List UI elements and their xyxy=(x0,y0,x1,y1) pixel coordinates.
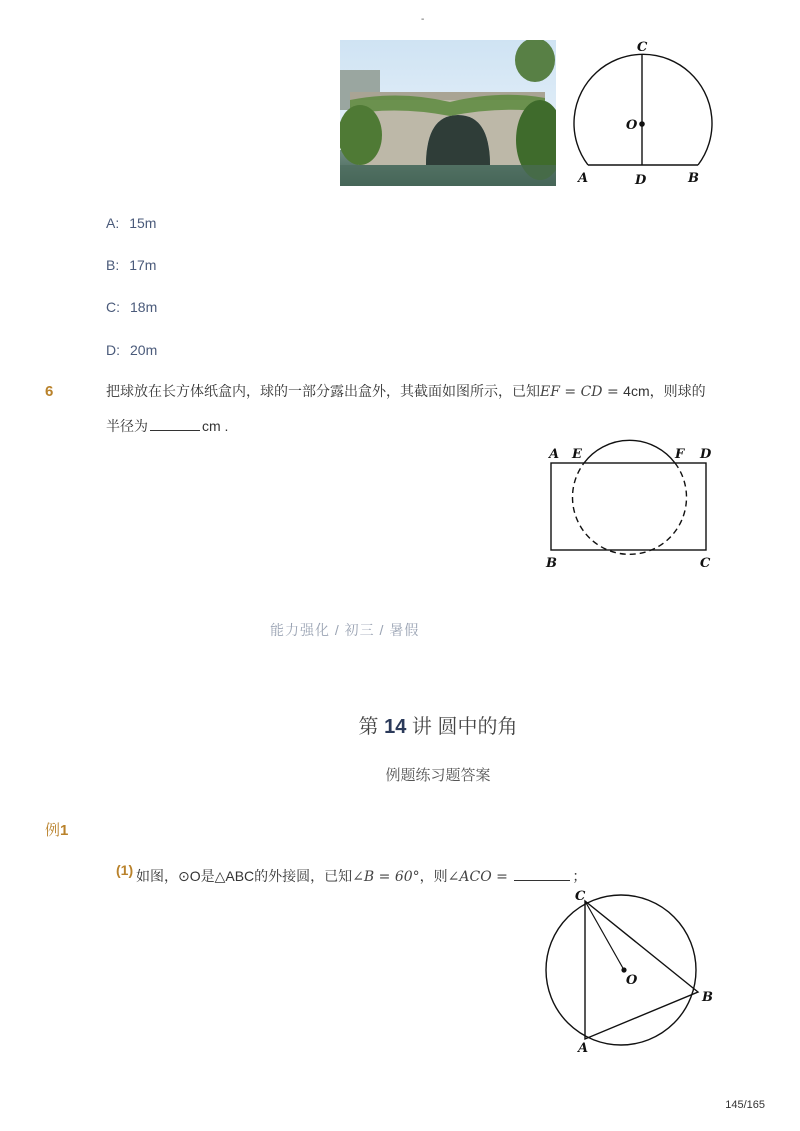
label-b: B xyxy=(702,990,713,1005)
option-c-value: 18m xyxy=(130,299,158,315)
circumcircle-diagram xyxy=(540,886,720,1054)
sq-answer-blank[interactable] xyxy=(514,866,570,881)
label-o: O xyxy=(626,118,638,133)
label-f: F xyxy=(675,447,685,462)
option-d-value: 20m xyxy=(130,342,158,358)
sub-question-text xyxy=(136,866,586,886)
q6-answer-blank[interactable] xyxy=(150,416,200,431)
option-a[interactable] xyxy=(106,215,156,231)
option-a-letter: A: xyxy=(106,215,120,231)
q6-text-2: cm，则球的 xyxy=(630,383,706,399)
option-d[interactable] xyxy=(106,342,157,358)
label-c: C xyxy=(575,889,586,904)
label-c: C xyxy=(637,40,648,55)
q6-math-1: EF = CD = xyxy=(540,384,624,400)
option-a-value: 15m xyxy=(129,215,157,231)
q6-text-1: 把球放在长方体纸盒内，球的一部分露出盒外，其截面如图所示，已知 xyxy=(106,383,540,399)
q6-math-value: 4 xyxy=(623,383,631,399)
section-subtitle: 例题练习题答案 xyxy=(385,767,491,784)
arch-diagram xyxy=(568,38,718,190)
lecture-suffix: 讲 圆中的角 xyxy=(411,716,518,738)
sq-text-1: 如图，⊙O是△ABC的外接圆，已知 xyxy=(136,868,353,884)
label-a: A xyxy=(578,171,589,186)
option-b[interactable] xyxy=(106,257,156,273)
label-c: C xyxy=(700,556,711,571)
arch-bridge-photo xyxy=(340,40,556,186)
sq-math-1: ∠B = 60° xyxy=(352,869,420,885)
label-e: E xyxy=(572,447,582,462)
lecture-title xyxy=(0,710,800,739)
label-o: O xyxy=(626,973,638,988)
top-mark: - xyxy=(421,14,425,25)
example-number: 1 xyxy=(60,822,69,839)
label-d: D xyxy=(700,447,712,462)
question-6-number: 6 xyxy=(45,383,54,400)
label-a: A xyxy=(549,447,560,462)
page-number: 145/165 xyxy=(725,1099,765,1111)
option-b-value: 17m xyxy=(129,257,157,273)
sq-math-2: ∠ACO = xyxy=(447,869,513,885)
label-d: D xyxy=(635,173,647,188)
label-b: B xyxy=(546,556,557,571)
footer-category: 能力强化 / 初三 / 暑假 xyxy=(270,622,420,638)
sub-question-number: (1) xyxy=(116,862,134,878)
example-label: 例 xyxy=(45,822,61,839)
option-c-letter: C: xyxy=(106,299,120,315)
lecture-number: 14 xyxy=(384,716,407,738)
option-c[interactable] xyxy=(106,299,157,315)
ball-box-diagram xyxy=(540,436,720,572)
label-b: B xyxy=(688,171,699,186)
example-heading xyxy=(45,819,68,840)
q6-text-4: cm . xyxy=(202,418,229,434)
sq-text-3: ； xyxy=(572,868,587,884)
q6-text-3: 半径为 xyxy=(106,418,148,434)
option-b-letter: B: xyxy=(106,257,120,273)
label-a: A xyxy=(578,1041,589,1054)
option-d-letter: D: xyxy=(106,342,120,358)
sq-text-2: ，则 xyxy=(419,868,448,884)
lecture-prefix: 第 xyxy=(358,716,379,738)
question-6-text xyxy=(106,374,716,443)
